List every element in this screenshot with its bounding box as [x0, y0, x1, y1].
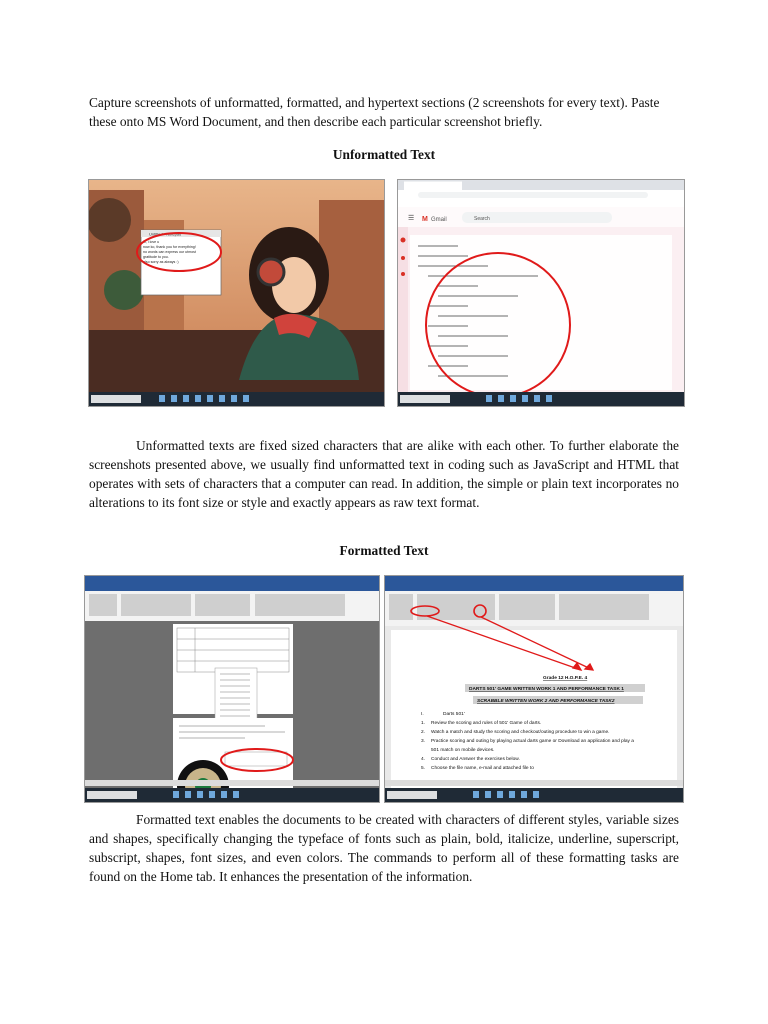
gmail-app-name: Gmail	[431, 217, 447, 223]
screenshot-word-context-menu	[84, 575, 380, 803]
screenshot-word-formatted	[384, 575, 684, 803]
doc-title-line: Grade 12 H.O.P.E. 4	[543, 676, 588, 681]
doc-item: Review the scoring and rules of 501' Game of darts.	[431, 721, 542, 726]
doc-item-number: 5.	[421, 766, 426, 771]
doc-subtitle-2: SCRABBLE WRITTEN WORK 2 AND PERFORMANCE TASK2	[477, 699, 615, 704]
notepad-line: now ko, thank you for everything!	[143, 245, 196, 249]
heading-formatted-text: Formatted Text	[339, 543, 429, 558]
notepad-line: gratitude to you.	[143, 255, 169, 259]
notepad-line: no words can express our utmost	[143, 250, 196, 254]
doc-item: 501 match on mobile devices.	[431, 748, 495, 753]
intro-paragraph: Capture screenshots of unformatted, formatted, and hypertext sections (2 screenshots for every text). Paste these onto MS Word Document, and then describe each particular screenshot briefly.	[89, 95, 660, 129]
doc-item-number: 2.	[421, 730, 426, 735]
doc-item: Conduct and Answer the exercises below.	[431, 757, 520, 762]
doc-item: Watch a match and study the scoring and checkout/outing procedure to win a game.	[431, 730, 610, 735]
unformatted-description: Unformatted texts are fixed sized characters that are alike with each other. To further elaborate the screenshots presented above, we usually find unformatted text in coding such as JavaScript and HTML that operates with sets of characters that a computer can read. In addition, the simple or plain text incorporates no alterations to its font size or style and exactly appears as raw text format.	[89, 438, 679, 510]
notepad-line: also sorry as always :)	[143, 260, 179, 264]
svg-text:M: M	[422, 216, 428, 223]
heading-unformatted-text: Unformatted Text	[332, 147, 436, 162]
gmail-search: Search	[474, 216, 490, 222]
doc-item: Practice scoring and outing by playing actual darts game or Download an application and play a	[431, 739, 634, 744]
doc-item-number: 3.	[421, 739, 426, 744]
screenshot-notepad-desktop	[88, 179, 385, 407]
screenshot-gmail-code	[397, 179, 685, 407]
doc-item-number: 1.	[421, 721, 426, 726]
formatted-description: Formatted text enables the documents to be created with characters of different styles, variable sizes and shapes, specifically changing the typeface of fonts such as plain, bold, italicize, underline, superscript, subscript, shapes, font sizes, and even colors. The commands to perform all of these formatting tasks are found on the Home tab. It enhances the presentation of the information.	[89, 812, 679, 884]
notepad-line: hi, i love u	[143, 240, 160, 244]
doc-section: Darts 501'	[443, 712, 465, 717]
doc-item-number: I.	[421, 712, 424, 717]
doc-subtitle-1: DARTS 501' GAME WRITTEN WORK 1 AND PERFORMANCE TASK 1	[469, 687, 624, 692]
doc-item-number: 4.	[421, 757, 426, 762]
notepad-title: Untitled - Notepad	[149, 231, 182, 237]
doc-item: Choose the file name, e-mail and attached file to	[431, 766, 534, 771]
svg-text:☰: ☰	[408, 215, 415, 222]
